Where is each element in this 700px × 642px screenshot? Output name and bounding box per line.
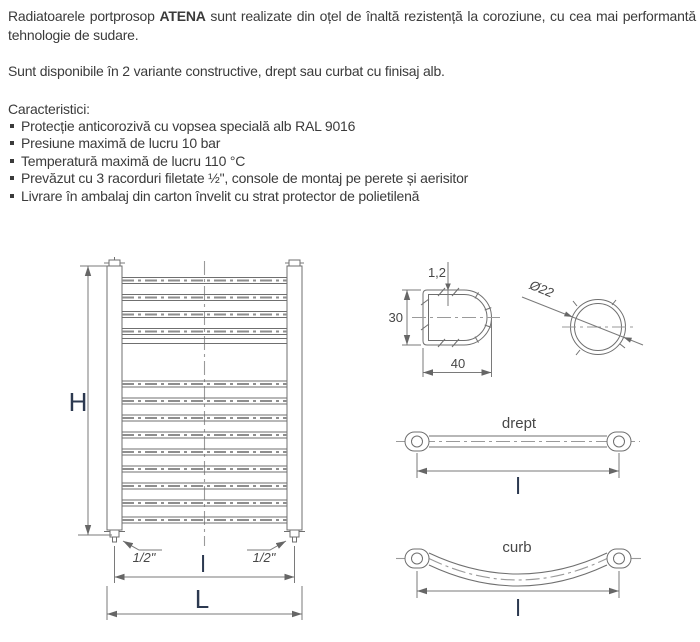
straight-bar-diagram: [396, 415, 640, 499]
top-plug-icon: [285, 260, 304, 266]
straight-length-label: l: [515, 473, 521, 499]
curved-length-dimension: [417, 571, 619, 621]
connection-leader-right: [247, 541, 286, 565]
characteristics-heading: Caracteristici:: [8, 101, 90, 117]
right-tube: [287, 266, 302, 530]
total-width-dimension: [107, 584, 302, 620]
curved-length-label: l: [515, 595, 521, 621]
connection-size-left: 1/2": [132, 550, 156, 565]
technical-drawing: [0, 250, 700, 642]
bullet-square-icon: [10, 176, 14, 180]
characteristic-text: Protecție anticorozivă cu vopsea specială alb RAL 9016: [21, 118, 356, 134]
bullet-square-icon: [10, 124, 14, 128]
height-dimension: [69, 266, 112, 535]
total-width-label: L: [194, 584, 210, 614]
profile-width-dimension: [423, 320, 492, 377]
characteristics-list: [8, 118, 696, 205]
front-view: [69, 257, 305, 620]
axis-distance-label: l: [200, 551, 206, 577]
curved-variant-label: curb: [502, 539, 532, 556]
straight-length-dimension: [417, 453, 619, 499]
intro-text-before: Radiatoarele portprosop: [8, 8, 160, 24]
profile-width-label: 40: [450, 356, 466, 371]
left-tube: [107, 266, 122, 530]
bullet-square-icon: [10, 194, 14, 198]
characteristic-text: Prevăzut cu 3 racorduri filetate ½", console de montaj pe perete și aerisitor: [21, 170, 469, 187]
variants-paragraph: Sunt disponibile în 2 variante constructive, drept sau curbat cu finisaj alb.: [8, 63, 445, 79]
curved-bar-diagram: [396, 539, 641, 621]
diameter-label: Ø22: [527, 277, 556, 301]
characteristic-item: [8, 153, 696, 170]
profile-height-label: 30: [388, 310, 403, 325]
bottom-fitting-left: [104, 530, 125, 542]
height-label: H: [68, 387, 88, 417]
bottom-fitting-right: [284, 530, 305, 542]
characteristic-text: Livrare în ambalaj din carton învelit cu strat protector de polietilenă: [21, 187, 420, 204]
air-vent-icon: [104, 257, 125, 266]
connection-size-right: 1/2": [252, 550, 276, 565]
bullet-square-icon: [10, 159, 14, 163]
bullet-square-icon: [10, 141, 14, 145]
round-tube-cross-section: [522, 277, 643, 355]
characteristic-text: Presiune maximă de lucru 10 bar: [21, 135, 221, 152]
characteristic-item: [8, 135, 696, 152]
characteristic-item: [8, 188, 696, 205]
intro-text-after: sunt realizate din oțel de înaltă rezistență la coroziune, cu cea mai performantă tehnologie de sudare.: [8, 8, 696, 43]
characteristic-item: [8, 118, 696, 135]
brand-name: ATENA: [159, 8, 206, 24]
wall-thickness-dimension: [428, 262, 451, 306]
intro-paragraph: [8, 7, 696, 45]
connection-leader-left: [123, 541, 162, 565]
profile-cross-section: [389, 262, 500, 377]
characteristic-item: [8, 170, 696, 187]
characteristic-text: Temperatură maximă de lucru 110 °C: [21, 152, 246, 169]
wall-thickness-label: 1,2: [427, 265, 447, 280]
straight-variant-label: drept: [501, 415, 537, 432]
